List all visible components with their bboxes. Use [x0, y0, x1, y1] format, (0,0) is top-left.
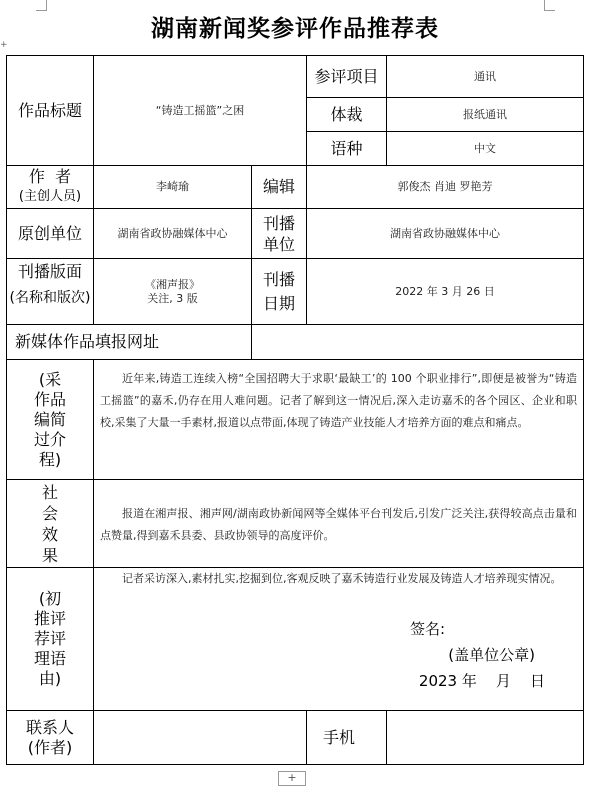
publish-edition-detail: 关注, 3 版 [147, 291, 198, 305]
mobile-value-cell[interactable] [387, 711, 584, 765]
review-label: (初推评荐评理语由) [33, 589, 66, 688]
work-title-label: 作品标题 [17, 100, 82, 120]
origin-unit-label: 原创单位 [17, 223, 82, 243]
publish-edition-value-cell[interactable] [94, 259, 252, 325]
publish-date-value: 2022 年 3 月 26 日 [395, 284, 495, 298]
new-media-url-label: 新媒体作品填报网址 [15, 332, 160, 351]
seal-label: (盖单位公章) [448, 646, 535, 664]
origin-unit-value: 湖南省政协融媒体中心 [117, 226, 228, 240]
process-label: (采作品编简过介程) [33, 369, 66, 469]
contact-label-cell [7, 711, 94, 765]
work-title-label-cell [7, 56, 94, 166]
recommendation-form-table [6, 55, 584, 765]
origin-unit-label-cell [7, 209, 94, 259]
genre-value-cell[interactable] [387, 98, 584, 132]
mobile-label-cell [307, 711, 387, 765]
process-text: 近年来,铸造工连续入榜“全国招聘大于求职‘最缺工’的 100 个职业排行”,即便是被誉为“铸造工摇篮”的嘉禾,仍存在用人难问题。记者了解到这一情况后,深入走访嘉禾的各个园区、企业和职校,采集了大量一手素材,报道以点带面,体现了铸造产业技能人才培养方面的难点和痛点。 [100, 372, 577, 429]
category-value: 通讯 [474, 69, 496, 83]
publish-edition-label-cell [7, 259, 94, 325]
contact-label: 联系人 [25, 717, 74, 737]
author-value-cell[interactable] [94, 166, 252, 209]
table-move-handle-icon[interactable]: + [0, 40, 8, 50]
language-value: 中文 [474, 141, 496, 155]
genre-label-cell [307, 98, 387, 132]
mobile-label: 手机 [323, 727, 356, 747]
publish-date-label: 刊播日期 [262, 269, 295, 313]
sign-label: 签名: [409, 620, 445, 638]
effect-text: 报道在湘声报、湘声网/湖南政协新闻网等全媒体平台刊发后,引发广泛关注,获得较高点击量和点赞量,得到嘉禾县委、县政协领导的高度评价。 [100, 506, 577, 542]
author-sublabel: (主创人员) [18, 189, 82, 204]
editor-value: 郭俊杰 肖迪 罗艳芳 [397, 180, 493, 193]
effect-label: 社会效果 [41, 482, 58, 565]
genre-label: 体裁 [330, 104, 363, 124]
add-row-button[interactable]: + [278, 771, 306, 786]
language-label-cell [307, 132, 387, 166]
review-label-cell [7, 568, 94, 711]
contact-sublabel: (作者) [27, 737, 73, 757]
review-text-cell[interactable] [94, 568, 584, 711]
review-text: 记者采访深入,素材扎实,挖掘到位,客观反映了嘉禾铸造行业发展及铸造人才培养现实情况。 [122, 572, 562, 585]
new-media-url-label-cell [7, 325, 252, 360]
process-label-cell [7, 360, 94, 480]
category-value-cell[interactable] [387, 56, 584, 98]
publish-edition-sublabel: (名称和版次) [9, 290, 91, 306]
author-label-cell [7, 166, 94, 209]
work-title-value: “铸造工摇篮”之困 [155, 103, 245, 117]
work-title-value-cell[interactable] [94, 56, 307, 166]
language-value-cell[interactable] [387, 132, 584, 166]
new-media-url-value-cell[interactable] [252, 325, 584, 360]
contact-value-cell[interactable] [94, 711, 307, 765]
process-text-cell[interactable] [94, 360, 584, 480]
effect-label-cell [7, 480, 94, 568]
category-label: 参评项目 [314, 66, 379, 86]
effect-text-cell[interactable] [94, 480, 584, 568]
publish-unit-label: 刊播单位 [262, 213, 295, 254]
editor-label: 编辑 [262, 177, 295, 196]
origin-unit-value-cell[interactable] [94, 209, 252, 259]
author-label: 作 者 [28, 167, 72, 186]
sign-date: 2023 年 月 日 [418, 672, 545, 690]
publish-unit-value: 湖南省政协融媒体中心 [390, 226, 500, 240]
publish-unit-value-cell[interactable] [307, 209, 584, 259]
language-label: 语种 [330, 138, 363, 158]
publish-unit-label-cell [252, 209, 307, 259]
publish-date-label-cell [252, 259, 307, 325]
genre-value: 报纸通讯 [463, 107, 507, 121]
editor-value-cell[interactable] [307, 166, 584, 209]
category-label-cell [307, 56, 387, 98]
publish-edition-label: 刊播版面 [17, 262, 82, 281]
publish-edition-value: 《湘声报》 [145, 277, 200, 291]
editor-label-cell [252, 166, 307, 209]
publish-date-value-cell[interactable] [307, 259, 584, 325]
author-value: 李崎瑜 [156, 180, 189, 193]
document-title: 湖南新闻奖参评作品推荐表 [151, 16, 439, 42]
